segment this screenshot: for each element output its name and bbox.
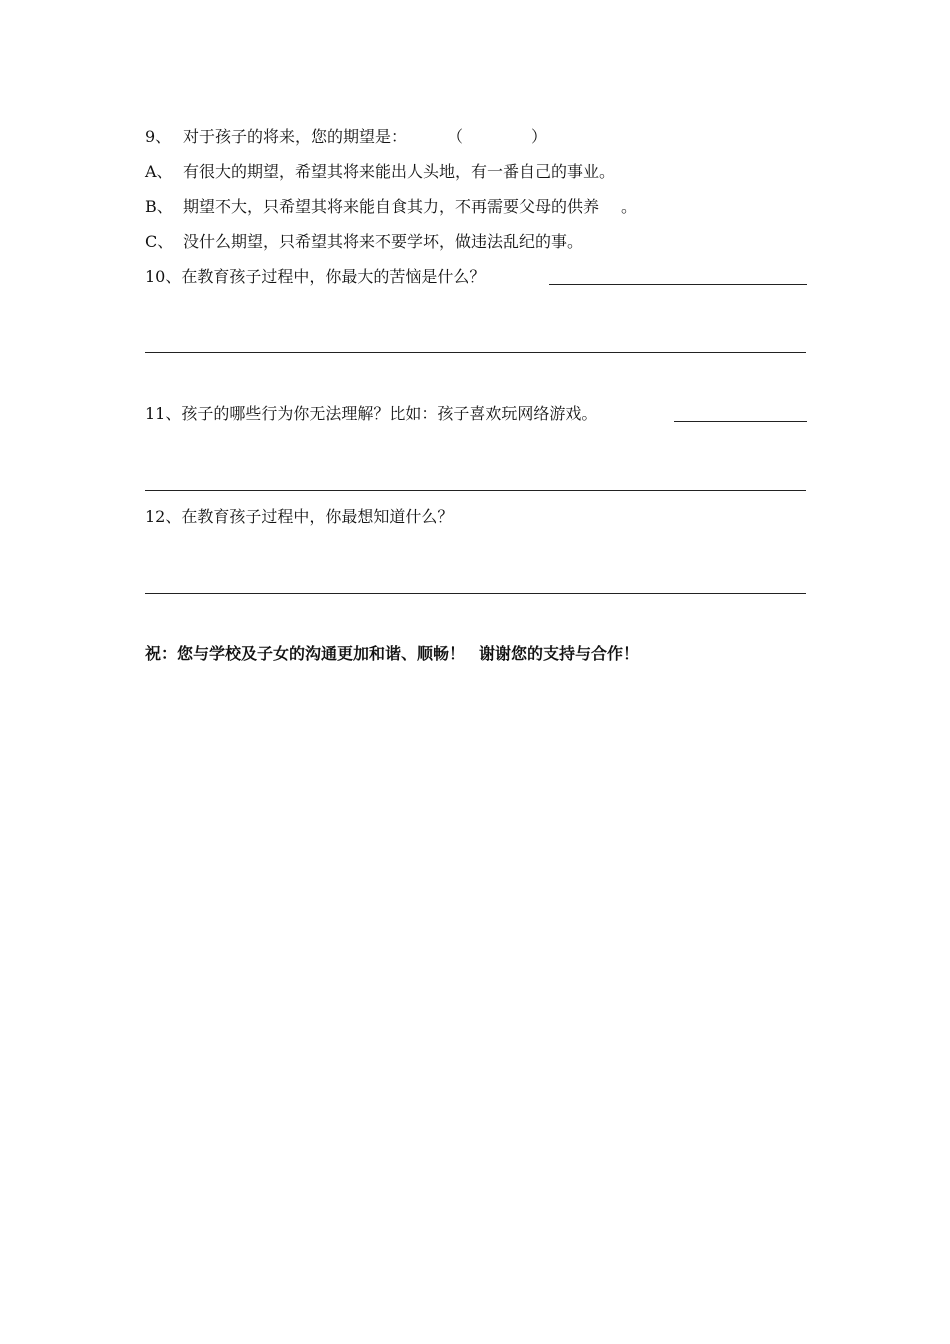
closing-thanks: 谢谢您的支持与合作！ xyxy=(479,644,640,663)
option-c[interactable] xyxy=(145,232,583,252)
closing-message xyxy=(145,644,639,664)
answer-line-11-inline[interactable] xyxy=(674,421,807,422)
option-b-label: B、 xyxy=(145,197,173,216)
question-11: 11、孩子的哪些行为你无法理解？比如：孩子喜欢玩网络游戏。 xyxy=(145,404,598,423)
answer-line-11[interactable] xyxy=(145,490,806,491)
answer-line-12[interactable] xyxy=(145,593,806,594)
option-a-text: 有很大的期望，希望其将来能出人头地，有一番自己的事业。 xyxy=(183,162,616,181)
question-9-number: 9、 xyxy=(145,127,172,146)
option-a[interactable] xyxy=(145,162,615,182)
option-b-tail: 。 xyxy=(621,197,638,216)
option-c-label: C、 xyxy=(145,232,174,251)
option-a-label: A、 xyxy=(145,162,173,181)
question-10: 10、在教育孩子过程中，你最大的苦恼是什么？ xyxy=(145,267,486,286)
option-b[interactable] xyxy=(145,197,637,217)
option-c-text: 没什么期望，只希望其将来不要学坏，做违法乱纪的事。 xyxy=(183,232,584,251)
question-12: 12、在教育孩子过程中，你最想知道什么？ xyxy=(145,507,454,526)
answer-blank-parens[interactable]: （ ） xyxy=(447,127,548,146)
question-9-text: 对于孩子的将来，您的期望是： xyxy=(183,127,408,146)
answer-line-10-inline[interactable] xyxy=(549,284,807,285)
answer-line-10[interactable] xyxy=(145,352,806,353)
option-b-text: 期望不大，只希望其将来能自食其力，不再需要父母的供养 xyxy=(183,197,600,216)
closing-wish: 祝：您与学校及子女的沟通更加和谐、顺畅！ xyxy=(145,644,466,663)
question-9 xyxy=(145,127,547,147)
